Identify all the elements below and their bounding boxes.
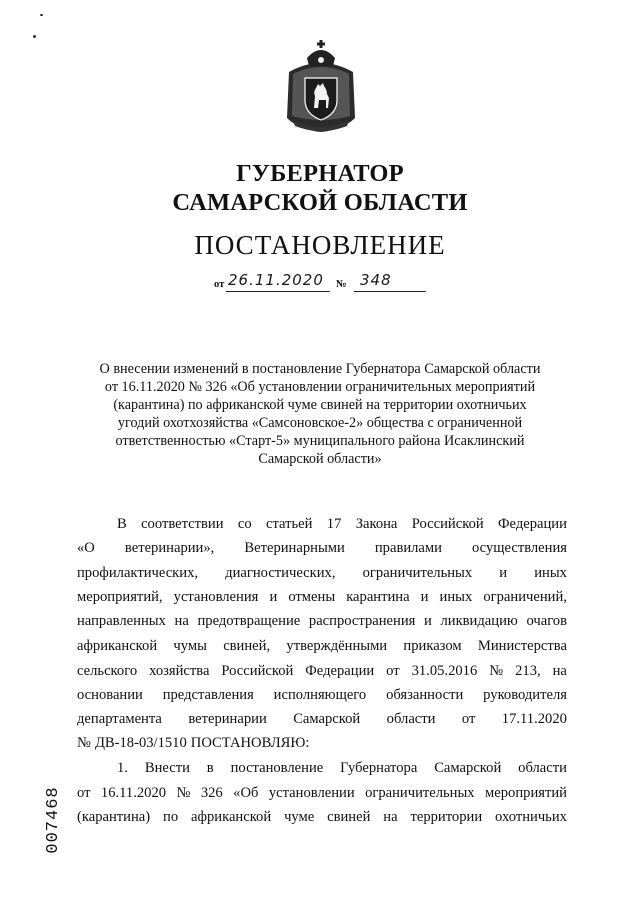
body-line (77, 611, 567, 631)
body-word: 17 (326, 516, 342, 532)
body-line (77, 661, 567, 681)
scan-speck (40, 14, 43, 16)
body-word: «О (77, 540, 95, 556)
body-word: Российской (411, 516, 484, 532)
body-word: предотвращение (197, 613, 301, 629)
body-word: обязанности (386, 687, 464, 703)
body-word: ПОСТАНОВЛЯЮ: (190, 735, 310, 751)
body-word: 326 (200, 785, 223, 801)
body-word: № (489, 663, 504, 679)
samara-coat-of-arms-icon (283, 38, 359, 134)
issuer-title-line-1: ГУБЕРНАТОР (236, 160, 404, 187)
body-word: и (420, 589, 429, 605)
body-word: 213, (515, 663, 541, 679)
body-word: в (206, 760, 214, 776)
body-word: ветеринарии (188, 711, 267, 727)
body-word: статьей (265, 516, 313, 532)
body-word: ветеринарии», (124, 540, 215, 556)
body-word: на (383, 809, 398, 825)
document-type-title: ПОСТАНОВЛЕНИЕ (194, 230, 446, 260)
subject-line: О внесении изменений в постановление Губернатора Самарской области (99, 361, 541, 377)
body-word: ограничительных (362, 565, 473, 581)
body-word: и (269, 589, 278, 605)
registration-stamp-number: 007468 (44, 786, 63, 854)
body-word: очагов (526, 613, 567, 629)
body-word: основании (77, 687, 143, 703)
body-word: от (386, 663, 400, 679)
body-line (77, 709, 567, 729)
subject-line: от 16.11.2020 № 326 «Об установлении ограничительных мероприятий (104, 379, 536, 395)
body-word: 1. (117, 760, 128, 776)
issuer-title-line-2: САМАРСКОЙ ОБЛАСТИ (172, 189, 468, 216)
body-word: области (386, 711, 436, 727)
body-word: ограничительных (365, 785, 475, 801)
body-word: Самарской (434, 760, 502, 776)
body-line (117, 758, 567, 778)
body-word: ликвидацию (440, 613, 518, 629)
body-word: Федерации (498, 516, 567, 532)
body-word: африканской (191, 809, 272, 825)
body-word: от (77, 785, 91, 801)
body-word: Внести (144, 760, 190, 776)
body-word: № (77, 735, 91, 751)
body-word: карантина (346, 589, 410, 605)
scan-speck (33, 35, 36, 38)
body-word: Самарской (293, 711, 361, 727)
handwritten-date: 26.11.2020 (228, 271, 324, 289)
body-word: отмены (288, 589, 336, 605)
body-line (77, 563, 567, 583)
body-word: и (499, 565, 508, 581)
subject-line: угодий охотхозяйства «Самсоновское-2» общества с ограниченной (117, 415, 523, 431)
body-word: африканской (77, 638, 158, 654)
body-word: департамента (77, 711, 162, 727)
body-word: от (461, 711, 476, 727)
body-word: территории (410, 809, 483, 825)
body-word: со (237, 516, 252, 532)
body-word: исполняющего (273, 687, 367, 703)
body-word: (карантина) (77, 809, 151, 825)
body-line (77, 807, 567, 827)
handwritten-number: 348 (360, 271, 392, 289)
body-line (77, 587, 567, 607)
body-word: сельского (77, 663, 138, 679)
number-label: № (336, 279, 347, 290)
body-word: установления (173, 589, 259, 605)
body-word: № (176, 785, 191, 801)
date-from-label: от (214, 279, 225, 290)
body-line (77, 733, 567, 753)
subject-line: Самарской области» (258, 451, 382, 467)
document-subject (80, 360, 560, 468)
body-word: Губернатора (340, 760, 418, 776)
body-word: 17.11.2020 (501, 711, 567, 727)
body-word: по (163, 809, 179, 825)
subject-line: (карантина) по африканской чуме свиней на территории охотничьих (113, 397, 527, 413)
body-word: на (552, 663, 567, 679)
body-word: мероприятий (485, 785, 567, 801)
body-word: осуществления (472, 540, 567, 556)
body-word: Ветеринарными (244, 540, 345, 556)
body-line (117, 514, 567, 534)
body-word: соответствии (141, 516, 224, 532)
number-underline (354, 291, 426, 292)
body-word: В (117, 516, 127, 532)
body-word: области (518, 760, 567, 776)
body-word: «Об (233, 785, 259, 801)
body-word: хозяйства (149, 663, 210, 679)
body-word: иных (534, 565, 567, 581)
body-word: направленных (77, 613, 166, 629)
body-word: чумы (173, 638, 207, 654)
body-word: правилами (374, 540, 442, 556)
body-line (77, 636, 567, 656)
body-word: Закона (355, 516, 398, 532)
body-word: утверждёнными (286, 638, 388, 654)
date-number-row (214, 271, 444, 295)
body-word: постановление (230, 760, 324, 776)
body-word: 16.11.2020 (100, 785, 167, 801)
body-word: установлении (268, 785, 355, 801)
body-word: Федерации (305, 663, 375, 679)
body-word: приказом (403, 638, 462, 654)
body-word: ограничений, (483, 589, 567, 605)
body-word: охотничьих (495, 809, 567, 825)
body-word: чуме (284, 809, 315, 825)
body-word: руководителя (483, 687, 567, 703)
body-word: свиней, (223, 638, 271, 654)
date-underline (226, 291, 330, 292)
body-word: и (424, 613, 432, 629)
body-word: на (174, 613, 189, 629)
body-line (77, 783, 567, 803)
body-word: ДВ-18-03/1510 (94, 735, 187, 751)
body-word: 31.05.2016 (411, 663, 478, 679)
body-word: свиней (327, 809, 371, 825)
body-word: Министерства (477, 638, 567, 654)
body-word: мероприятий, (77, 589, 163, 605)
body-line (77, 538, 567, 558)
body-line (77, 685, 567, 705)
body-word: диагностических, (225, 565, 336, 581)
body-word: распространения (308, 613, 416, 629)
body-word: Российской (221, 663, 294, 679)
body-word: иных (439, 589, 473, 605)
body-word: профилактических, (77, 565, 199, 581)
body-word: представления (162, 687, 254, 703)
subject-line: ответственностью «Старт-5» муниципального района Исаклинский (115, 433, 525, 449)
